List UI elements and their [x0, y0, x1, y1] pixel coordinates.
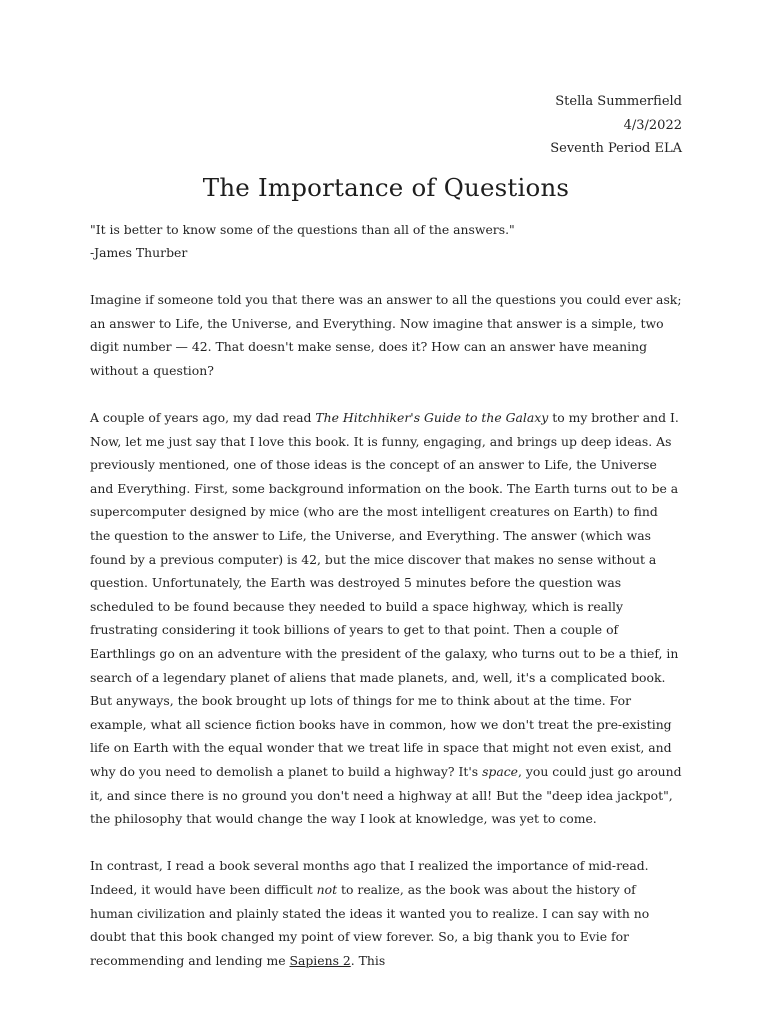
paragraph-3-text-a: In contrast, I read a book several months ago that I realized the importance of mid-read. Indeed, it would have been difficult — [90, 858, 649, 897]
author-name: Stella Summerfield — [555, 94, 682, 109]
paragraph-1-text: Imagine if someone told you that there was an answer to all the questions you could ever ask; an answer to Life, the Universe, and Everything. Now imagine that answer is a simple, two digit number — 42. That doesn't make sense, does it? How can an answer have meaning without a question? — [90, 292, 682, 378]
class-period: Seventh Period ELA — [550, 141, 682, 156]
epigraph-attribution: -James Thurber — [90, 245, 188, 260]
book-title-sapiens: Sapiens 2 — [289, 952, 351, 968]
paragraph-3-text-c: . This — [350, 952, 386, 968]
paragraph-2 — [90, 406, 682, 831]
paragraph-2-text-b: to my brother and I. Now, let me just say that I love this book. It is funny, engaging, and brings up deep ideas. As previously mentioned, one of those ideas is the concept of an answer to Life, the Universe and Everything. First, some background information on the book. The Earth turns out to be a supercomputer designed by mice (who are the most intelligent creatures on Earth) to find the question to the answer to Life, the Universe, and Everything. The answer (which was found by a previous computer) is 42, but the mice discover that makes no sense without a question. Unfortunately, the Earth was destroyed 5 minutes before the question was scheduled to be found because they needed to build a space highway, which is really frustrating considering it took billions of years to get to that point. Then a couple of Earthlings go on an adventure with the president of the galaxy, who turns out to be a thief, in search of a legendary planet of aliens that made planets, and, well, it's a complicated book. But anyways, the book brought up lots of things for me to think about at the time. For example, what all science fiction books have in common, how we don't treat the pre-existing life on Earth with the equal wonder that we treat life in space that might not even exist, and why do you need to demolish a planet to build a highway? It's — [90, 410, 679, 779]
paragraph-2-text-a: A couple of years ago, my dad read — [90, 410, 316, 426]
paragraph-3 — [90, 854, 682, 972]
epigraph — [90, 218, 682, 265]
emphasis-not: not — [316, 881, 338, 897]
date: 4/3/2022 — [623, 117, 682, 133]
epigraph-quote: "It is better to know some of the questions than all of the answers." — [90, 221, 515, 237]
paragraph-3-text-b: to realize, as the book was about the history of human civilization and plainly stated the ideas it wanted you to realize. I can say with no doubt that this book changed my point of view forever. So, a big thank you to Evie for recommending and lending me — [90, 881, 650, 968]
paragraph-1 — [90, 288, 682, 382]
essay-title: The Importance of Questions — [202, 172, 570, 202]
paragraph-2-text-c: , you could just go around it, and since there is no ground you don't need a highway at all! But the "deep idea jackpot", the philosophy that would change the way I look at knowledge, was yet to come. — [90, 763, 682, 827]
heading-block — [90, 90, 682, 161]
emphasis-space: space — [482, 763, 519, 779]
book-title-hitchhikers: The Hitchhiker's Guide to the Galaxy — [315, 410, 549, 426]
